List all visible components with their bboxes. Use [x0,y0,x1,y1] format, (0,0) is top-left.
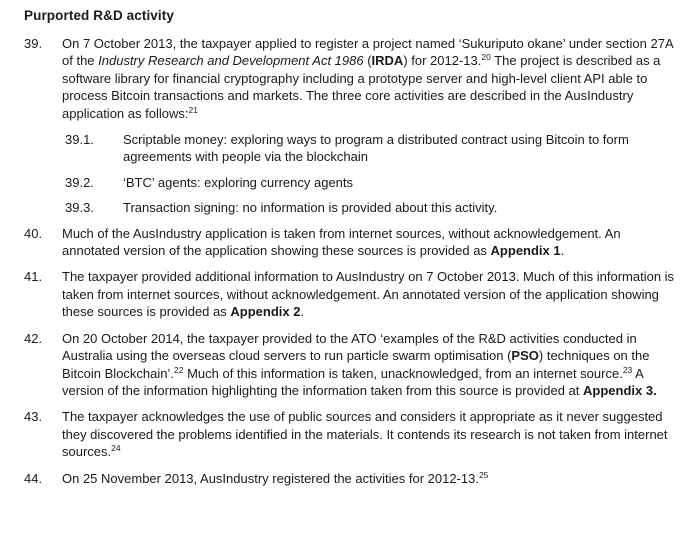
paragraph-number: 39.2. [65,174,94,190]
paragraph-number: 43. [24,409,43,425]
text-run: ) for 2012-13. [403,53,482,69]
footnote-reference: 23 [622,364,633,375]
text-run: . [560,243,565,259]
numbered-paragraph [24,470,675,487]
bold-text-run: PSO [511,348,539,364]
text-run: On 7 October 2013, the taxpayer applied to register a project named ‘Sukuriputo okane’ under section 27A of the [62,36,673,69]
footnote-reference: 22 [174,364,184,375]
bold-text-run: Appendix 3. [583,382,657,398]
numbered-subparagraph [24,131,675,166]
paragraph-text [62,268,675,320]
paragraph-text [62,35,675,122]
text-run: ( [363,53,372,69]
text-run: A version of the information highlighting the information taken from this source is provided at [62,365,644,398]
text-run: The project is described as a software library for financial cryptography including a prototype server and high-level client API able to process Bitcoin transactions and markets. The three core activities are described in the AusIndustry application as follows: [62,53,661,121]
numbered-subparagraph [24,174,675,191]
text-run: The taxpayer acknowledges the use of public sources and considers it appropriate as it never suggested they discovered the problems identified in the materials. It contends its research is not taken from internet sources. [62,409,668,460]
numbered-paragraph [24,330,675,400]
footnote-reference: 20 [481,52,491,63]
numbered-paragraph [24,268,675,320]
text-run: Scriptable money: exploring ways to program a distributed contract using Bitcoin to form agreements with people via the blockchain [123,132,629,165]
numbered-paragraph [24,35,675,122]
paragraph-number: 39.3. [65,200,94,216]
text-run: ‘BTC’ agents: exploring currency agents [123,174,354,190]
italic-text-run: Industry Research and Development Act 1986 [98,53,364,69]
paragraph-text [123,174,675,191]
paragraph-number: 39. [24,36,43,51]
paragraph-list [24,35,675,487]
footnote-reference: 21 [188,104,198,115]
bold-text-run: IRDA [371,53,404,69]
bold-text-run: Appendix 1 [490,243,561,259]
text-run: Much of this information is taken, unacknowledged, from an internet source. [183,365,623,381]
numbered-paragraph [24,408,675,460]
section-heading: Purported R&D activity [24,8,174,23]
numbered-subparagraph [24,199,675,216]
text-run: Much of the AusIndustry application is taken from internet sources, without acknowledgement. An annotated version of the application showing these sources is provided as [62,225,621,259]
text-run: Transaction signing: no information is provided about this activity. [123,200,498,216]
paragraph-text [123,199,675,216]
text-run: On 20 October 2014, the taxpayer provided to the ATO ‘examples of the R&D activities conducted in Australia using the overseas cloud servers to run particle swarm optimisation ( [62,330,637,364]
paragraph-text [123,131,675,166]
paragraph-number: 40. [24,225,43,241]
numbered-paragraph [24,225,675,260]
paragraph-number: 41. [24,269,43,285]
footnote-reference: 25 [478,469,489,480]
paragraph-text [62,330,675,400]
text-run: ) techniques on the Bitcoin Blockchain’. [62,348,650,381]
text-run: On 25 November 2013, AusIndustry registered the activities for 2012-13. [62,470,479,486]
paragraph-number: 39.1. [65,132,94,148]
text-run: The taxpayer provided additional information to AusIndustry on 7 October 2013. Much of this information is taken from internet sources, without acknowledgement. An annotated version of the application showing these sources is provided as [62,269,675,320]
bold-text-run: Appendix 2 [230,304,301,320]
paragraph-text [62,225,675,260]
paragraph-number: 42. [24,330,43,346]
paragraph-text [62,408,675,460]
text-run: . [300,304,305,320]
paragraph-text [62,470,675,487]
footnote-reference: 24 [111,443,121,454]
paragraph-number: 44. [24,470,43,486]
